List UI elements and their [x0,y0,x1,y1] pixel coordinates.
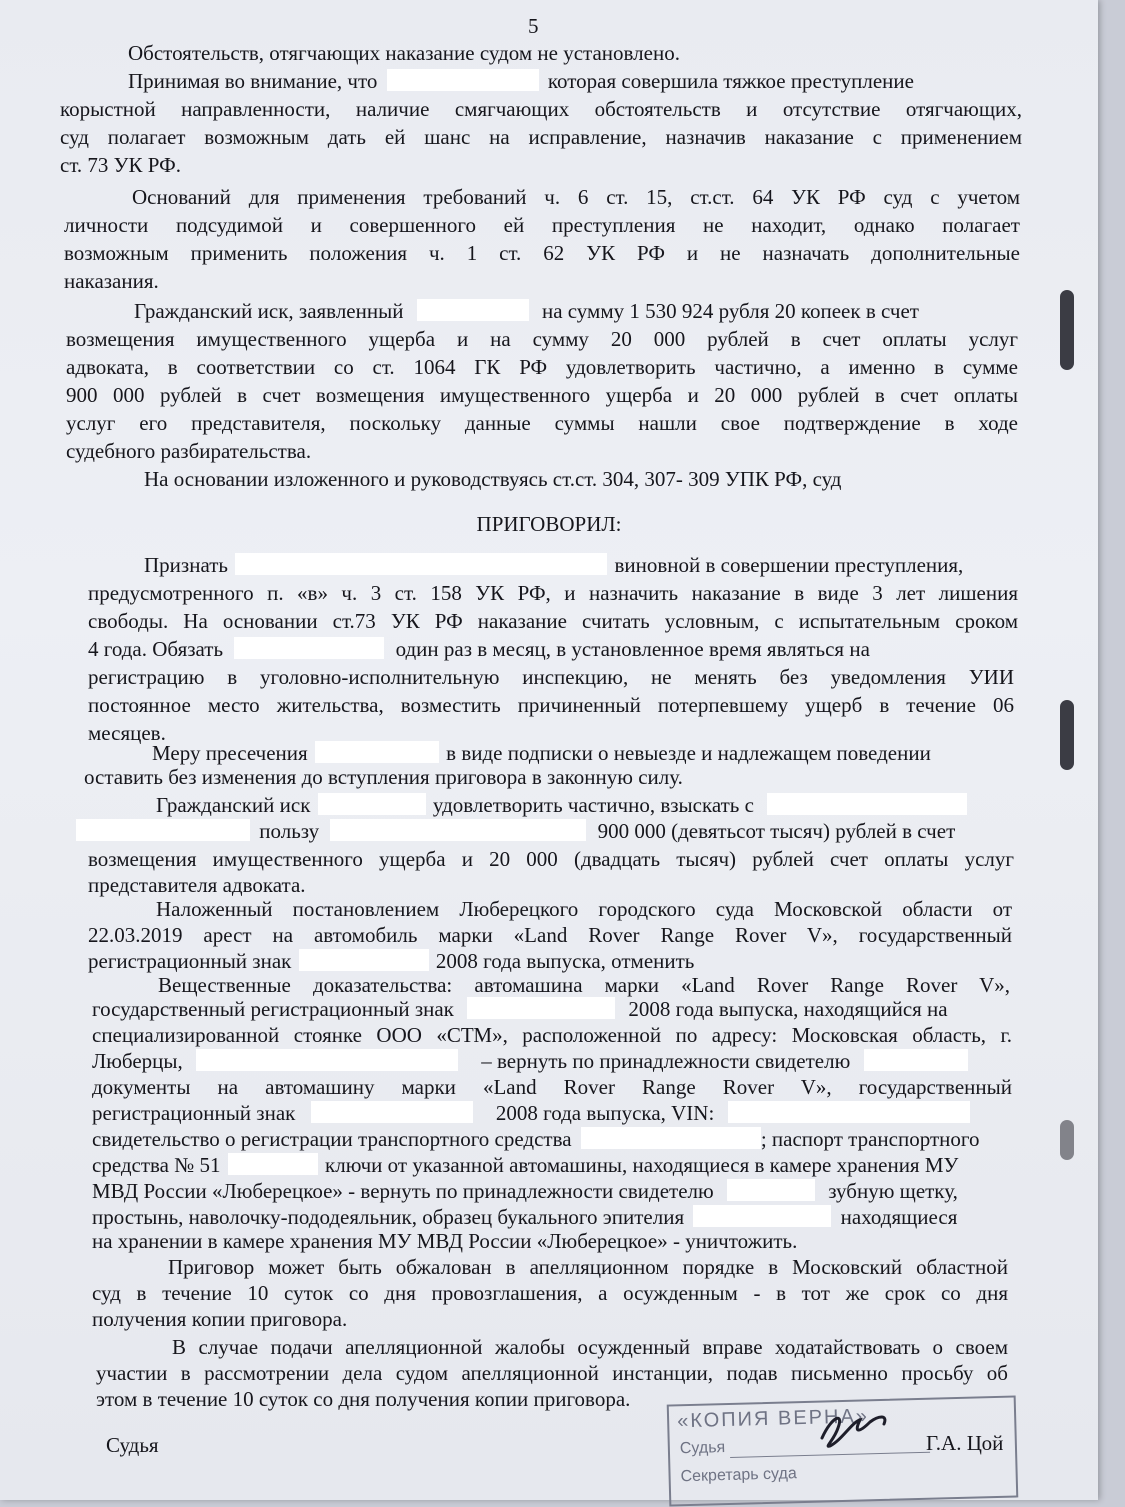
text-fragment: государственный регистрационный знак [92,997,454,1021]
text-line: получения копии приговора. [92,1307,348,1331]
text-fragment: Меру пресечения [152,741,308,765]
text-fragment: в виде подписки о невыезде и надлежащем поведении [446,741,931,765]
redaction-box [330,819,586,841]
text-line: Наложенный постановлением Люберецкого городского суда Московской области от [156,897,1012,921]
text-line: этом в течение 10 суток со дня получения копии приговора. [96,1387,631,1411]
text-fragment: Люберцы, [92,1049,183,1073]
text-line [92,1100,970,1126]
redaction-box [299,949,429,971]
redaction-box [467,997,615,1019]
redaction-box [318,793,426,815]
text-line [88,948,694,974]
redaction-box [417,299,529,321]
redaction-box [767,793,967,815]
text-fragment: один раз в месяц, в установленное время являться на [395,637,870,661]
text-fragment: – вернуть по принадлежности свидетелю [481,1049,851,1073]
text-fragment: 2008 года выпуска, отменить [435,949,695,973]
signature-role: Судья [106,1433,159,1457]
text-fragment: свидетельство о регистрации транспортного средства [92,1127,572,1151]
text-line: представителя адвоката. [88,873,306,897]
redaction-box [581,1127,761,1149]
stamp-line-secretary: Секретарь суда [680,1465,797,1486]
text-line: Обстоятельств, отягчающих наказание судом не установлено. [128,41,680,65]
redaction-box [315,741,439,763]
text-fragment: регистрационный знак [88,949,292,973]
text-line: Вещественные доказательства: автомашина марки «Land Rover Range Rover V», [158,973,1010,997]
text-line: Приговор может быть обжалован в апелляционном порядке в Московский областной [168,1255,1008,1279]
text-line: предусмотренного п. «в» ч. 3 ст. 158 УК РФ, и назначить наказание в виде 3 лет лишения [88,581,1018,605]
text-line [88,636,870,662]
text-line [156,792,967,818]
text-line: возможным применить положения ч. 1 ст. 62 УК РФ и не назначать дополнительные [64,241,1020,265]
text-fragment: простынь, наволочку-пододеяльник, образец букального эпителия [92,1205,685,1229]
text-fragment: которая совершила тяжкое преступление [547,69,914,93]
text-fragment: ; паспорт транспортного [760,1127,980,1151]
text-fragment: пользу [259,819,320,843]
redaction-box [728,1101,970,1123]
text-line: специализированной стоянке ООО «СТМ», расположенной по адресу: Московская область, г. [92,1023,1012,1047]
redaction-box [727,1179,815,1201]
text-line: месяцев. [88,721,166,745]
redaction-box [235,553,607,575]
section-heading: ПРИГОВОРИЛ: [476,512,622,536]
text-line: услуг его представителя, поскольку данные суммы нашли свое подтверждение в ходе [66,411,1018,435]
redaction-box [76,819,250,841]
text-line: оставить без изменения до вступления приговора в законную силу. [84,765,683,789]
scan-edge-mark [1060,1120,1074,1160]
text-fragment: виновной в совершении преступления, [614,553,964,577]
text-line: На основании изложенного и руководствуясь ст.ст. 304, 307- 309 УПК РФ, суд [144,467,842,491]
text-line [152,740,931,766]
text-line: возмещения имущественного ущерба и на сумму 20 000 рублей в счет оплаты услуг [66,327,1018,351]
text-line [92,1126,979,1152]
redaction-box [387,69,539,91]
text-fragment: зубную щетку, [828,1179,958,1203]
text-fragment: 2008 года выпуска, VIN: [495,1101,715,1125]
text-line [134,298,919,324]
scan-edge-mark [1060,290,1074,370]
text-line: суд в течение 10 суток со дня провозглашения, а осужденным - в тот же срок со дня [92,1281,1008,1305]
text-line: личности подсудимой и совершенного ей преступления не находит, однако полагает [64,213,1020,237]
text-fragment: находящиеся [840,1205,958,1229]
text-line: Оснований для применения требований ч. 6 ст. 15, ст.ст. 64 УК РФ суд с учетом [132,185,1020,209]
text-fragment: 4 года. Обязать [88,637,224,661]
scan-edge-mark [1060,700,1074,770]
text-line: 22.03.2019 арест на автомобиль марки «Land Rover Range Rover V», государственный [88,923,1012,947]
text-fragment: средства № 51 [92,1153,221,1177]
text-line: ст. 73 УК РФ. [60,153,181,177]
text-line [92,996,948,1022]
text-line: документы на автомашину марки «Land Rover Range Rover V», государственный [92,1075,1012,1099]
text-fragment: Признать [144,553,228,577]
text-line: свободы. На основании ст.73 УК РФ наказание считать условным, с испытательным сроком [88,609,1018,633]
page-number: 5 [528,14,539,38]
text-line: В случае подачи апелляционной жалобы осужденный вправе ходатайствовать о своем [172,1335,1008,1359]
redaction-box [864,1049,968,1071]
text-fragment: Принимая во внимание, что [128,69,378,93]
handwritten-signature [808,1398,898,1458]
text-fragment: 900 000 (девятьсот тысяч) рублей в счет [597,819,956,843]
text-line [92,1178,958,1204]
text-line: на хранении в камере хранения МУ МВД России «Люберецкое» - уничтожить. [92,1229,798,1253]
text-fragment: Гражданский иск [156,793,311,817]
text-line: возмещения имущественного ущерба и 20 000 (двадцать тысяч) рублей счет оплаты услуг [88,847,1014,871]
text-line: 900 000 рублей в счет возмещения имущественного ущерба и 20 000 рублей в счет оплаты [66,383,1018,407]
redaction-box [693,1205,831,1227]
text-fragment: МВД России «Люберецкое» - вернуть по принадлежности свидетелю [92,1179,714,1203]
text-fragment: Гражданский иск, заявленный [134,299,404,323]
text-line: участии в рассмотрении дела судом апелляционной инстанции, подав письменно просьбу об [96,1361,1008,1385]
text-line: судебного разбирательства. [66,439,312,463]
stamp-title: «КОПИЯ ВЕРНА» [676,1405,870,1433]
text-fragment: 2008 года выпуска, находящийся на [628,997,948,1021]
text-line: адвоката, в соответствии со ст. 1064 ГК РФ удовлетворить частично, а именно в сумме [66,355,1018,379]
text-line: постоянное место жительства, возместить причиненный потерпевшему ущерб в течение 06 [88,693,1014,717]
text-fragment: на сумму 1 530 924 рубля 20 копеек в счет [541,299,919,323]
text-line [92,1048,968,1074]
text-line [144,552,963,578]
redaction-box [311,1101,473,1123]
redaction-box [234,637,384,659]
text-line [92,1152,958,1178]
text-line [92,1204,957,1230]
text-line: наказания. [64,269,159,293]
text-line [76,818,955,844]
stamp-line-judge: Судья [679,1439,726,1458]
text-line [128,68,914,94]
redaction-box [228,1153,318,1175]
text-fragment: ключи от указанной автомашины, находящиеся в камере хранения МУ [325,1153,959,1177]
signature-name: Г.А. Цой [926,1431,1004,1455]
redaction-box [196,1049,458,1071]
text-fragment: регистрационный знак [92,1101,296,1125]
text-fragment: удовлетворить частично, взыскать с [432,793,754,817]
text-line: корыстной направленности, наличие смягчающих обстоятельств и отсутствие отягчающих, [60,97,1022,121]
text-line: регистрацию в уголовно-исполнительную инспекцию, не менять без уведомления УИИ [88,665,1014,689]
text-line: суд полагает возможным дать ей шанс на исправление, назначив наказание с применением [60,125,1022,149]
